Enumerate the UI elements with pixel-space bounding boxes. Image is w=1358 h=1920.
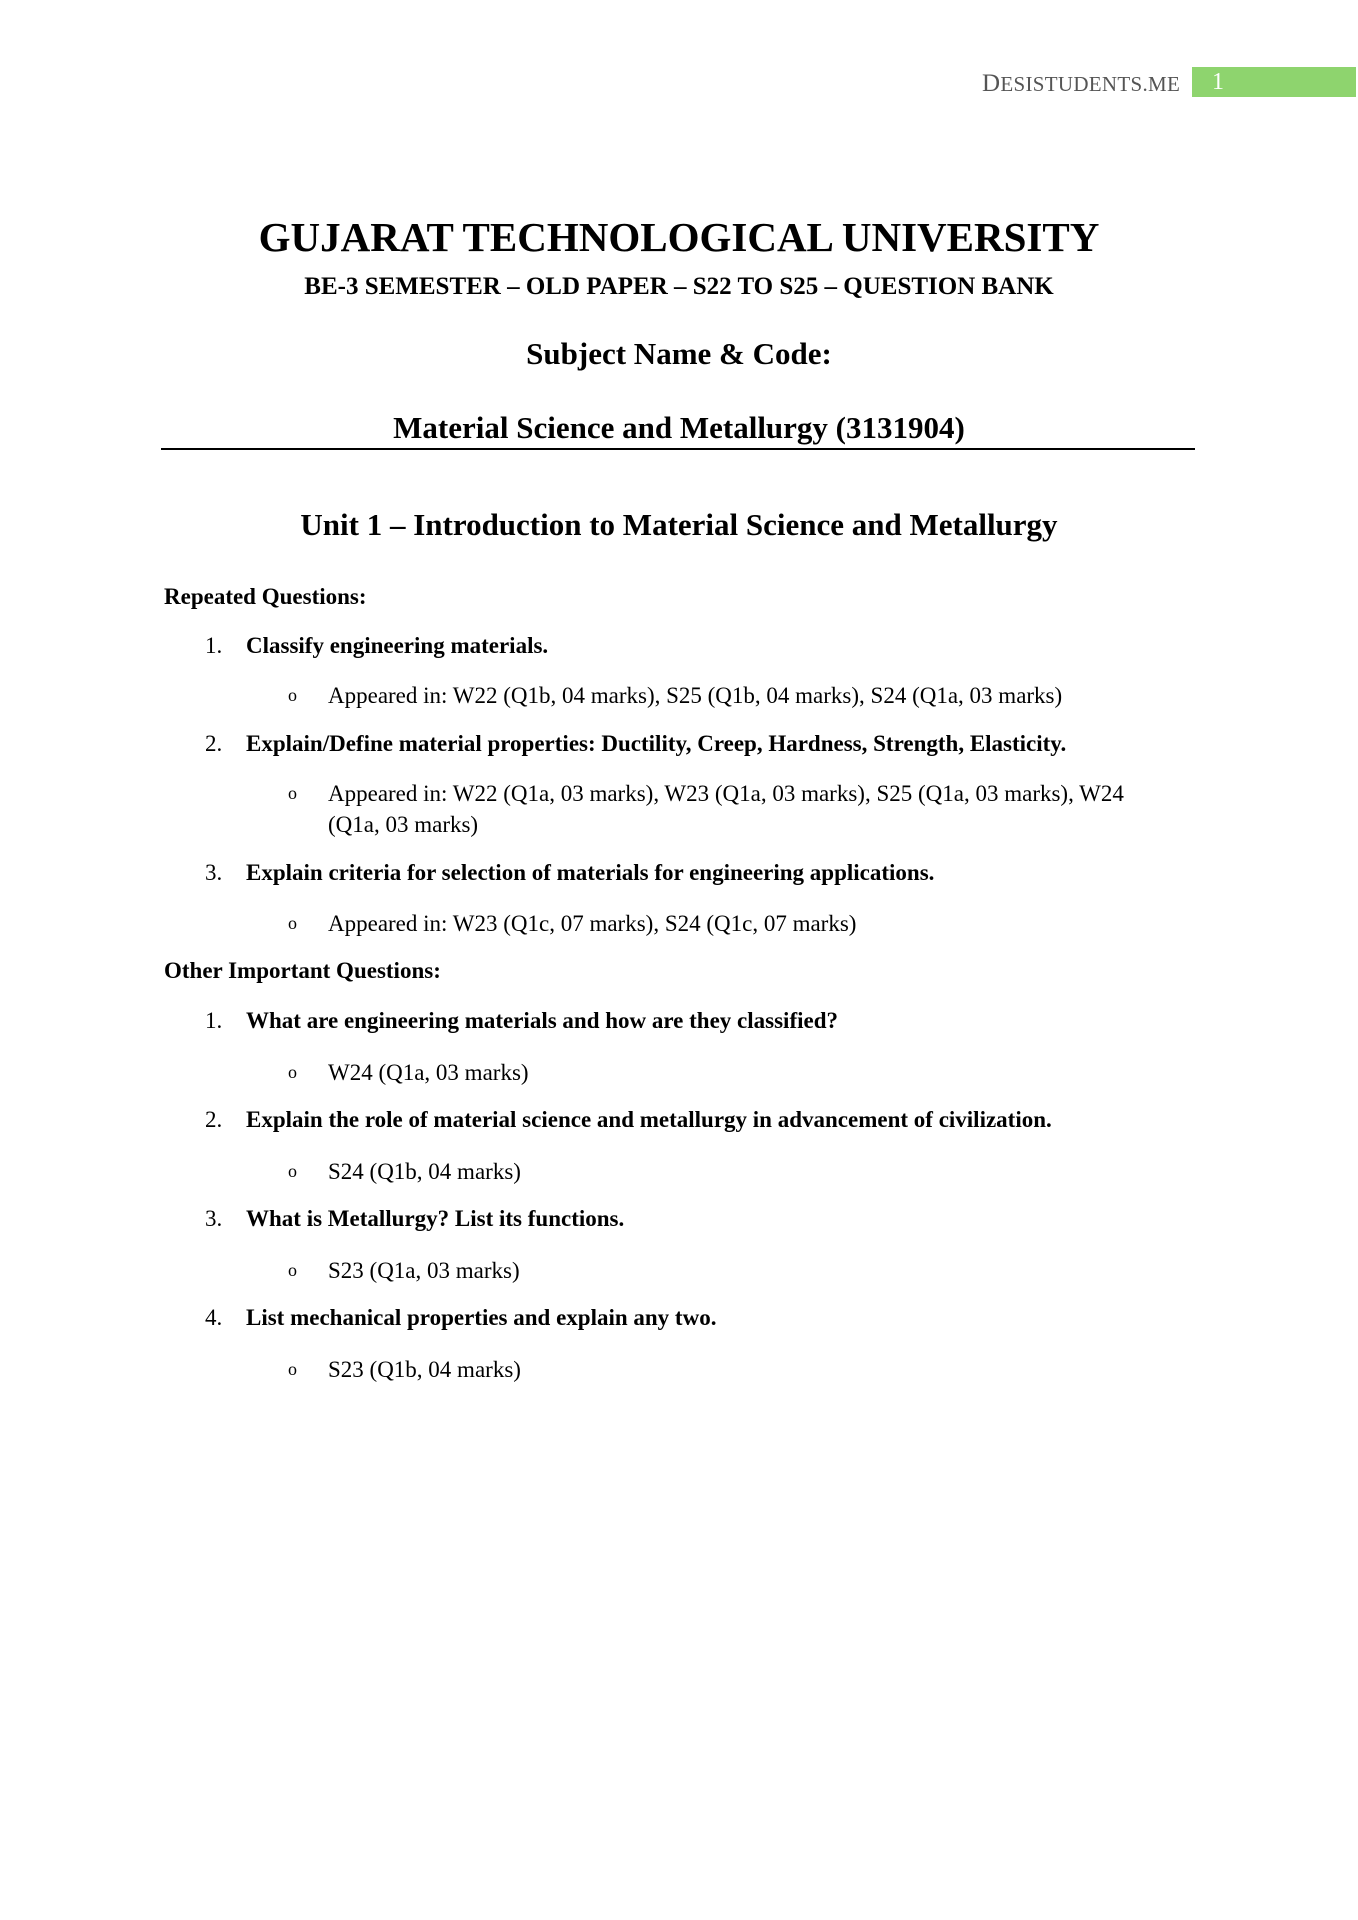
appearance-bullet: [288, 908, 1178, 939]
appearance-bullet: [288, 1156, 1178, 1187]
question-text: Classify engineering materials.: [246, 633, 549, 658]
question-number: 3.: [205, 1206, 223, 1231]
question-number: 3.: [205, 860, 223, 885]
appearance-text: S23 (Q1b, 04 marks): [328, 1357, 521, 1382]
bullet-icon: o: [288, 1161, 297, 1181]
subject-name: Material Science and Metallurgy (3131904): [393, 410, 965, 445]
question-number: 4.: [205, 1305, 223, 1330]
question-number: 2.: [205, 1107, 223, 1132]
site-name: [982, 70, 1180, 98]
appearance-bullet: [288, 1057, 1178, 1088]
question-text: What is Metallurgy? List its functions.: [246, 1206, 625, 1231]
unit-heading: Unit 1 – Introduction to Material Science and Metallurgy: [300, 507, 1058, 542]
question-text: Explain/Define material properties: Ductility, Creep, Hardness, Strength, Elasticity.: [246, 731, 1067, 756]
question-item: [205, 731, 1066, 757]
subject-label: Subject Name & Code:: [526, 336, 832, 371]
appearance-bullet: [288, 680, 1178, 711]
appearance-text: S23 (Q1a, 03 marks): [328, 1258, 520, 1283]
other-heading: Other Important Questions:: [164, 958, 441, 983]
appearance-text: Appeared in: W22 (Q1b, 04 marks), S25 (Q1b, 04 marks), S24 (Q1a, 03 marks): [328, 683, 1063, 708]
appearance-bullet: [288, 1354, 1178, 1385]
appearance-bullet: [288, 1255, 1178, 1286]
site-name-initial: D: [982, 70, 1001, 97]
question-text: Explain criteria for selection of materials for engineering applications.: [246, 860, 935, 885]
question-item: [205, 633, 548, 659]
bullet-icon: o: [288, 913, 297, 933]
question-item: [205, 1008, 838, 1034]
question-text: Explain the role of material science and metallurgy in advancement of civilization.: [246, 1107, 1052, 1132]
bullet-icon: o: [288, 1062, 297, 1082]
bullet-icon: o: [288, 783, 297, 803]
document-subtitle: BE-3 SEMESTER – OLD PAPER – S22 TO S25 – QUESTION BANK: [304, 273, 1054, 300]
appearance-text: S24 (Q1b, 04 marks): [328, 1159, 521, 1184]
question-text: List mechanical properties and explain any two.: [246, 1305, 717, 1330]
divider: [161, 448, 1195, 450]
bullet-icon: o: [288, 1260, 297, 1280]
document-title: GUJARAT TECHNOLOGICAL UNIVERSITY: [258, 214, 1100, 260]
question-item: [205, 1206, 624, 1232]
appearance-text: Appeared in: W22 (Q1a, 03 marks), W23 (Q1a, 03 marks), S25 (Q1a, 03 marks), W24 (Q1a, 03 marks): [328, 781, 1124, 837]
question-item: [205, 1107, 1052, 1133]
question-item: [205, 860, 934, 886]
appearance-text: Appeared in: W23 (Q1c, 07 marks), S24 (Q1c, 07 marks): [328, 911, 857, 936]
site-name-rest: ESISTUDENTS.ME: [1000, 72, 1181, 96]
appearance-text: W24 (Q1a, 03 marks): [328, 1060, 529, 1085]
question-text: What are engineering materials and how are they classified?: [246, 1008, 838, 1033]
bullet-icon: o: [288, 685, 297, 705]
repeated-heading: Repeated Questions:: [164, 584, 367, 609]
question-item: [205, 1305, 716, 1331]
question-number: 1.: [205, 1008, 223, 1033]
question-number: 1.: [205, 633, 223, 658]
page-number: 1: [1192, 67, 1356, 97]
question-number: 2.: [205, 731, 223, 756]
bullet-icon: o: [288, 1359, 297, 1379]
appearance-bullet: [288, 778, 1178, 840]
